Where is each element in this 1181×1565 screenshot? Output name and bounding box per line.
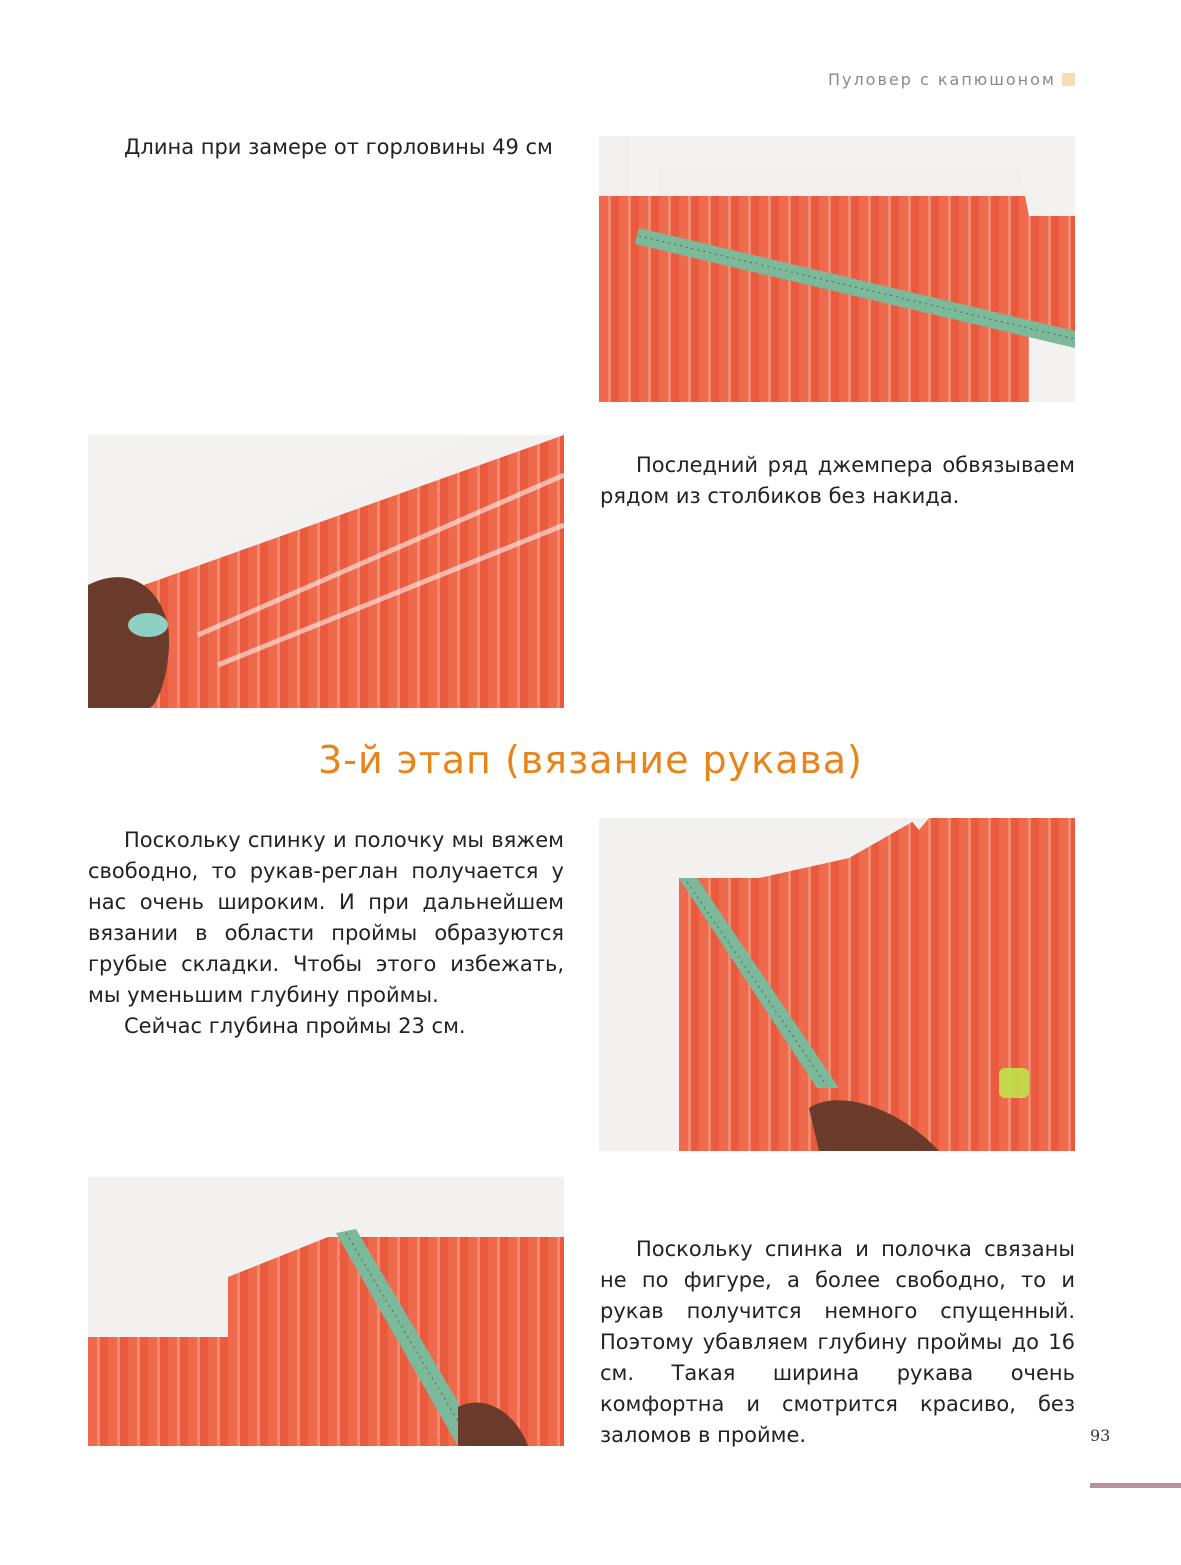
photo-reduced-armhole-graphic <box>88 1177 564 1446</box>
last-row-note: Последний ряд джемпера обвязываем рядом из столбиков без накида. <box>600 453 1075 508</box>
sleeve-intro-block <box>88 825 564 1042</box>
section-title: 3-й этап (вязание рукава) <box>318 738 863 782</box>
length-note-block <box>124 132 564 163</box>
sleeve-reduce-block <box>600 1234 1075 1451</box>
photo-armhole-depth-graphic <box>599 818 1075 1151</box>
header-square-icon <box>1062 73 1075 86</box>
length-note: Длина при замере от горловины 49 см <box>124 135 553 159</box>
photo-length-measure-graphic <box>599 136 1075 402</box>
photo-armhole-depth <box>599 818 1075 1151</box>
page-footer-bar <box>1090 1483 1181 1488</box>
photo-edge-crochet <box>88 435 564 708</box>
last-row-block <box>600 450 1075 512</box>
sleeve-reduce-p1: Поскольку спинка и полочка связаны не по фигуре, а более свободно, то и рукав получится немного спущенный. Поэтому убавляем глубину проймы до 16 см. Такая ширина рукава очень комфортна и смотрится красиво, без заломов в пройме. <box>600 1237 1075 1447</box>
sleeve-intro-p2: Сейчас глубина проймы 23 см. <box>124 1014 466 1038</box>
photo-reduced-armhole <box>88 1177 564 1446</box>
page-number: 93 <box>1090 1426 1111 1445</box>
running-title: Пуловер с капюшоном <box>827 70 1056 89</box>
photo-edge-crochet-graphic <box>88 435 564 708</box>
sleeve-intro-p1: Поскольку спинку и полочку мы вяжем свободно, то рукав-реглан получается у нас очень широким. И при дальнейшем вязании в области проймы образуются грубые складки. Чтобы этого избежать, мы уменьшим глубину проймы. <box>88 828 564 1007</box>
photo-length-measure <box>599 136 1075 402</box>
running-header <box>828 70 1075 89</box>
